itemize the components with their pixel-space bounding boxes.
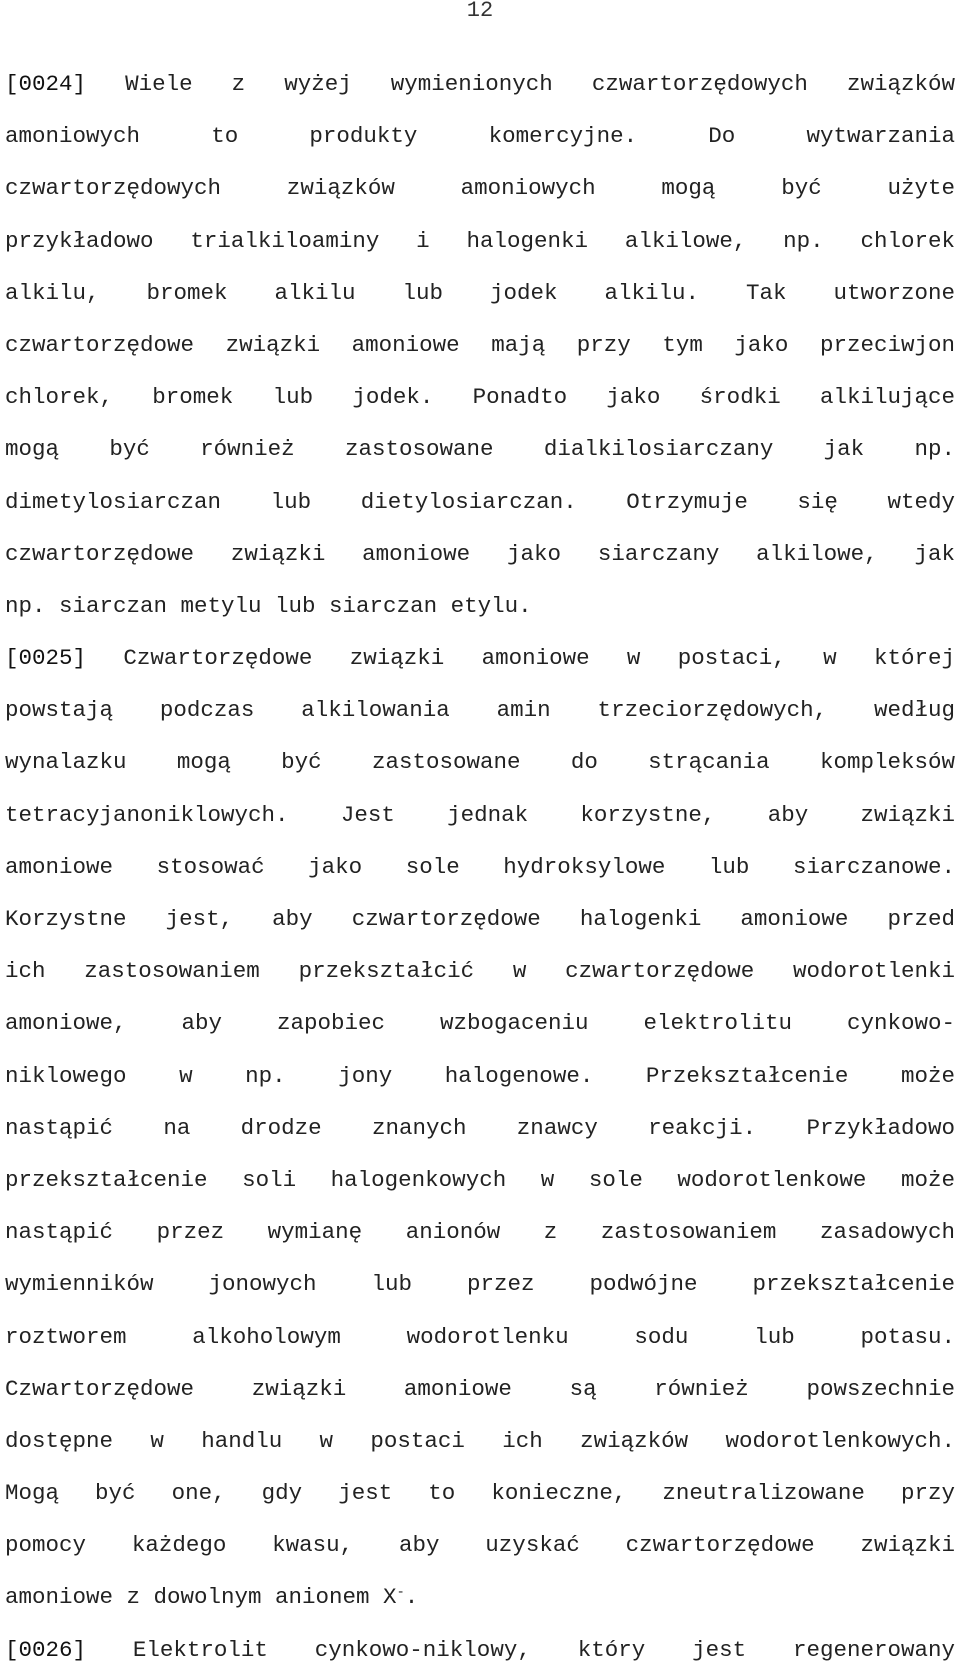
text-line: wynalazku mogą być zastosowane do strącania kompleksów <box>5 749 955 776</box>
text-line: czwartorzędowych związków amoniowych mogą być użyte <box>5 175 955 202</box>
paragraph-0025-line-1: [0025] Czwartorzędowe związki amoniowe w postaci, w której <box>5 645 955 672</box>
text-line: ich zastosowaniem przekształcić w czwartorzędowe wodorotlenki <box>5 958 955 985</box>
text-line: dimetylosiarczan lub dietylosiarczan. Otrzymuje się wtedy <box>5 488 955 515</box>
text-line: Mogą być one, gdy jest to konieczne, zneutralizowane przy <box>5 1480 955 1507</box>
text-line: amoniowe z dowolnym anionem X-. <box>5 1584 419 1611</box>
text-line: czwartorzędowe związki amoniowe jako siarczany alkilowe, jak <box>5 540 955 567</box>
text-line: np. siarczan metylu lub siarczan etylu. <box>5 592 532 619</box>
text-line: czwartorzędowe związki amoniowe mają przy tym jako przeciwjon <box>5 331 955 358</box>
text-line: alkilu, bromek alkilu lub jodek alkilu. Tak utworzone <box>5 279 955 306</box>
text-line: nastąpić na drodze znanych znawcy reakcji. Przykładowo <box>5 1114 955 1141</box>
text-line: chlorek, bromek lub jodek. Ponadto jako środki alkilujące <box>5 384 955 411</box>
paragraph-0026-line-1: [0026] Elektrolit cynkowo-niklowy, który jest regenerowany <box>5 1636 955 1663</box>
text-line: nastąpić przez wymianę anionów z zastosowaniem zasadowych <box>5 1219 955 1246</box>
text-line: powstają podczas alkilowania amin trzeciorzędowych, według <box>5 697 955 724</box>
paragraph-number: [0024] <box>5 71 87 97</box>
text-line: amoniowych to produkty komercyjne. Do wytwarzania <box>5 123 955 150</box>
text-line: wymienników jonowych lub przez podwójne przekształcenie <box>5 1271 955 1298</box>
text-line: mogą być również zastosowane dialkilosiarczany jak np. <box>5 436 955 463</box>
page-number: 12 <box>466 0 494 23</box>
body-text <box>5 58 955 1676</box>
text-line: amoniowe stosować jako sole hydroksylowe lub siarczanowe. <box>5 853 955 880</box>
text-line: Czwartorzędowe związki amoniowe są również powszechnie <box>5 1375 955 1402</box>
text-line: Korzystne jest, aby czwartorzędowe halogenki amoniowe przed <box>5 906 955 932</box>
text-line: przykładowo trialkiloaminy i halogenki alkilowe, np. chlorek <box>5 227 955 254</box>
text-line: amoniowe, aby zapobiec wzbogaceniu elektrolitu cynkowo- <box>5 1010 955 1037</box>
paragraph-number: [0026] <box>5 1636 87 1663</box>
text-line: roztworem alkoholowym wodorotlenku sodu lub potasu. <box>5 1323 955 1350</box>
paragraph-number: [0025] <box>5 645 87 672</box>
text-line: niklowego w np. jony halogenowe. Przekształcenie może <box>5 1062 955 1089</box>
superscript: - <box>396 1586 405 1602</box>
text-line: pomocy każdego kwasu, aby uzyskać czwartorzędowe związki <box>5 1532 955 1559</box>
paragraph-0024-line-1: [0024] Wiele z wyżej wymienionych czwartorzędowych związków <box>5 71 955 97</box>
text-line: tetracyjanoniklowych. Jest jednak korzystne, aby związki <box>5 801 955 828</box>
text-line: przekształcenie soli halogenkowych w sole wodorotlenkowe może <box>5 1166 955 1193</box>
text-line: dostępne w handlu w postaci ich związków wodorotlenkowych. <box>5 1427 955 1454</box>
